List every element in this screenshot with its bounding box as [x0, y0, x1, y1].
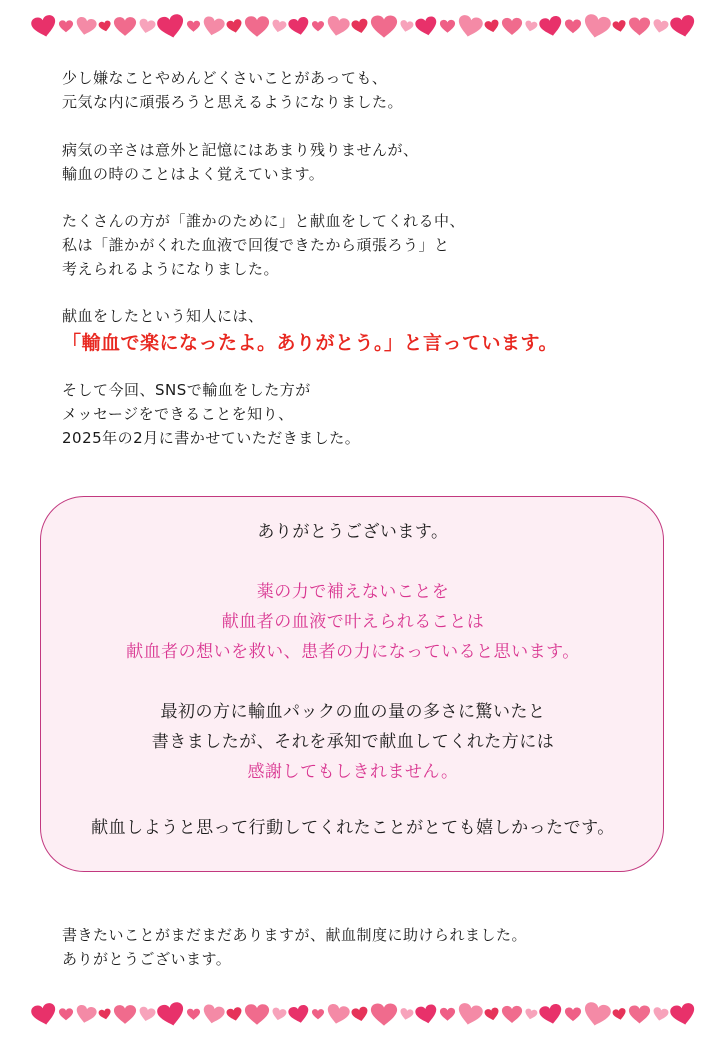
- heart-border-top: [0, 6, 720, 46]
- heart-icon: [524, 20, 538, 33]
- heart-icon: [399, 19, 414, 33]
- heart-icon: [456, 14, 484, 39]
- text-line: 献血をしたという知人には、: [62, 307, 264, 325]
- text-line: 書きたいことがまだまだありますが、献血制度に助けられました。: [62, 926, 528, 944]
- heart-icon: [414, 1003, 438, 1025]
- heart-icon: [582, 1001, 612, 1028]
- heart-icon: [538, 15, 564, 38]
- paragraph-gratitude: [62, 209, 662, 281]
- heart-icon: [502, 1006, 522, 1023]
- heart-icon: [245, 16, 269, 37]
- message-pink-line: 献血者の血液で叶えられることは: [221, 612, 485, 632]
- heart-icon: [59, 1008, 73, 1020]
- heart-icon: [629, 1006, 650, 1024]
- heart-icon: [287, 16, 310, 37]
- heart-icon: [414, 15, 438, 37]
- heart-icon: [201, 15, 225, 37]
- heart-icon: [652, 18, 669, 34]
- heart-icon: [669, 1002, 697, 1027]
- heart-icon: [226, 18, 243, 34]
- heart-icon: [271, 19, 287, 34]
- heart-icon: [74, 16, 97, 37]
- heart-icon: [312, 21, 324, 31]
- heart-icon: [325, 1003, 351, 1026]
- heart-icon: [30, 14, 58, 39]
- message-greeting: ありがとうございます。: [257, 522, 449, 542]
- heart-icon: [138, 1006, 157, 1023]
- paragraph-memory: [62, 138, 662, 186]
- heart-icon: [399, 1007, 414, 1021]
- heart-icon: [114, 17, 136, 36]
- message-pink-closing: 感謝してもしきれません。: [247, 762, 459, 782]
- heart-icon: [371, 1003, 397, 1025]
- heart-icon: [629, 18, 650, 36]
- heart-icon: [59, 20, 73, 32]
- heart-icon: [582, 13, 612, 40]
- text-line: 輸血の時のことはよく覚えています。: [62, 165, 325, 183]
- heart-icon: [74, 1004, 97, 1025]
- heart-icon: [98, 1008, 112, 1021]
- text-line: そして今回、SNSで輸血をした方が: [62, 381, 311, 399]
- heart-icon: [440, 1008, 455, 1021]
- paragraph-motivation: [62, 66, 662, 114]
- highlight-quote: 「輸血で楽になったよ。ありがとう。」と言っています。: [62, 332, 558, 354]
- heart-icon: [351, 1006, 370, 1023]
- text-line: ありがとうございます。: [62, 950, 232, 968]
- text-line: 2025年の2月に書かせていただきました。: [62, 429, 361, 447]
- heart-icon: [351, 18, 370, 35]
- text-line: メッセージをできることを知り、: [62, 405, 294, 423]
- heart-icon: [612, 19, 627, 33]
- paragraph-closing: [62, 923, 662, 971]
- text-line: たくさんの方が「誰かのために」と献血をしてくれる中、: [62, 212, 466, 230]
- heart-icon: [538, 1003, 564, 1026]
- heart-icon: [156, 13, 186, 40]
- heart-icon: [138, 18, 157, 35]
- heart-icon: [440, 20, 455, 33]
- heart-icon: [456, 1002, 484, 1027]
- heart-icon: [30, 1002, 58, 1027]
- heart-icon: [226, 1006, 243, 1022]
- heart-icon: [271, 1007, 287, 1022]
- message-box: [40, 496, 664, 872]
- heart-icon: [201, 1003, 225, 1025]
- heart-icon: [245, 1004, 269, 1025]
- text-line: 私は「誰かがくれた血液で回復できたから頑張ろう」と: [62, 236, 450, 254]
- heart-icon: [565, 20, 581, 34]
- message-final-line: 献血しようと思って行動してくれたことがとても嬉しかったです。: [91, 818, 615, 838]
- heart-icon: [565, 1008, 581, 1022]
- text-line: 元気な内に頑張ろうと思えるようになりました。: [62, 93, 404, 111]
- heart-icon: [325, 15, 351, 38]
- message-dark-line: 書きましたが、それを承知で献血してくれた方には: [151, 732, 555, 752]
- heart-icon: [652, 1006, 669, 1022]
- message-pink-line: 献血者の想いを救い、患者の力になっていると思います。: [126, 642, 580, 662]
- heart-icon: [371, 15, 397, 37]
- heart-icon: [114, 1005, 136, 1024]
- heart-border-top-graphic: [0, 6, 720, 46]
- heart-icon: [312, 1009, 324, 1019]
- heart-icon: [156, 1001, 186, 1028]
- heart-icon: [502, 18, 522, 35]
- paragraph-sns: [62, 378, 662, 450]
- heart-icon: [669, 14, 697, 39]
- heart-icon: [612, 1007, 627, 1021]
- heart-border-bottom-graphic: [0, 994, 720, 1034]
- heart-icon: [524, 1008, 538, 1021]
- heart-icon: [484, 19, 500, 34]
- heart-border-bottom: [0, 994, 720, 1034]
- text-line: 考えられるようになりました。: [62, 260, 280, 278]
- heart-icon: [98, 20, 112, 33]
- text-line: 病気の辛さは意外と記憶にはあまり残りませんが、: [62, 141, 419, 159]
- text-line: 少し嫌なことやめんどくさいことがあっても、: [62, 69, 388, 87]
- paragraph-acquaintance: [62, 304, 662, 328]
- message-pink-line: 薬の力で補えないことを: [256, 582, 450, 602]
- heart-icon: [187, 21, 200, 32]
- heart-icon: [287, 1004, 310, 1025]
- heart-icon: [187, 1009, 200, 1020]
- heart-icon: [484, 1007, 500, 1022]
- message-dark-line: 最初の方に輸血パックの血の量の多さに驚いたと: [160, 702, 546, 722]
